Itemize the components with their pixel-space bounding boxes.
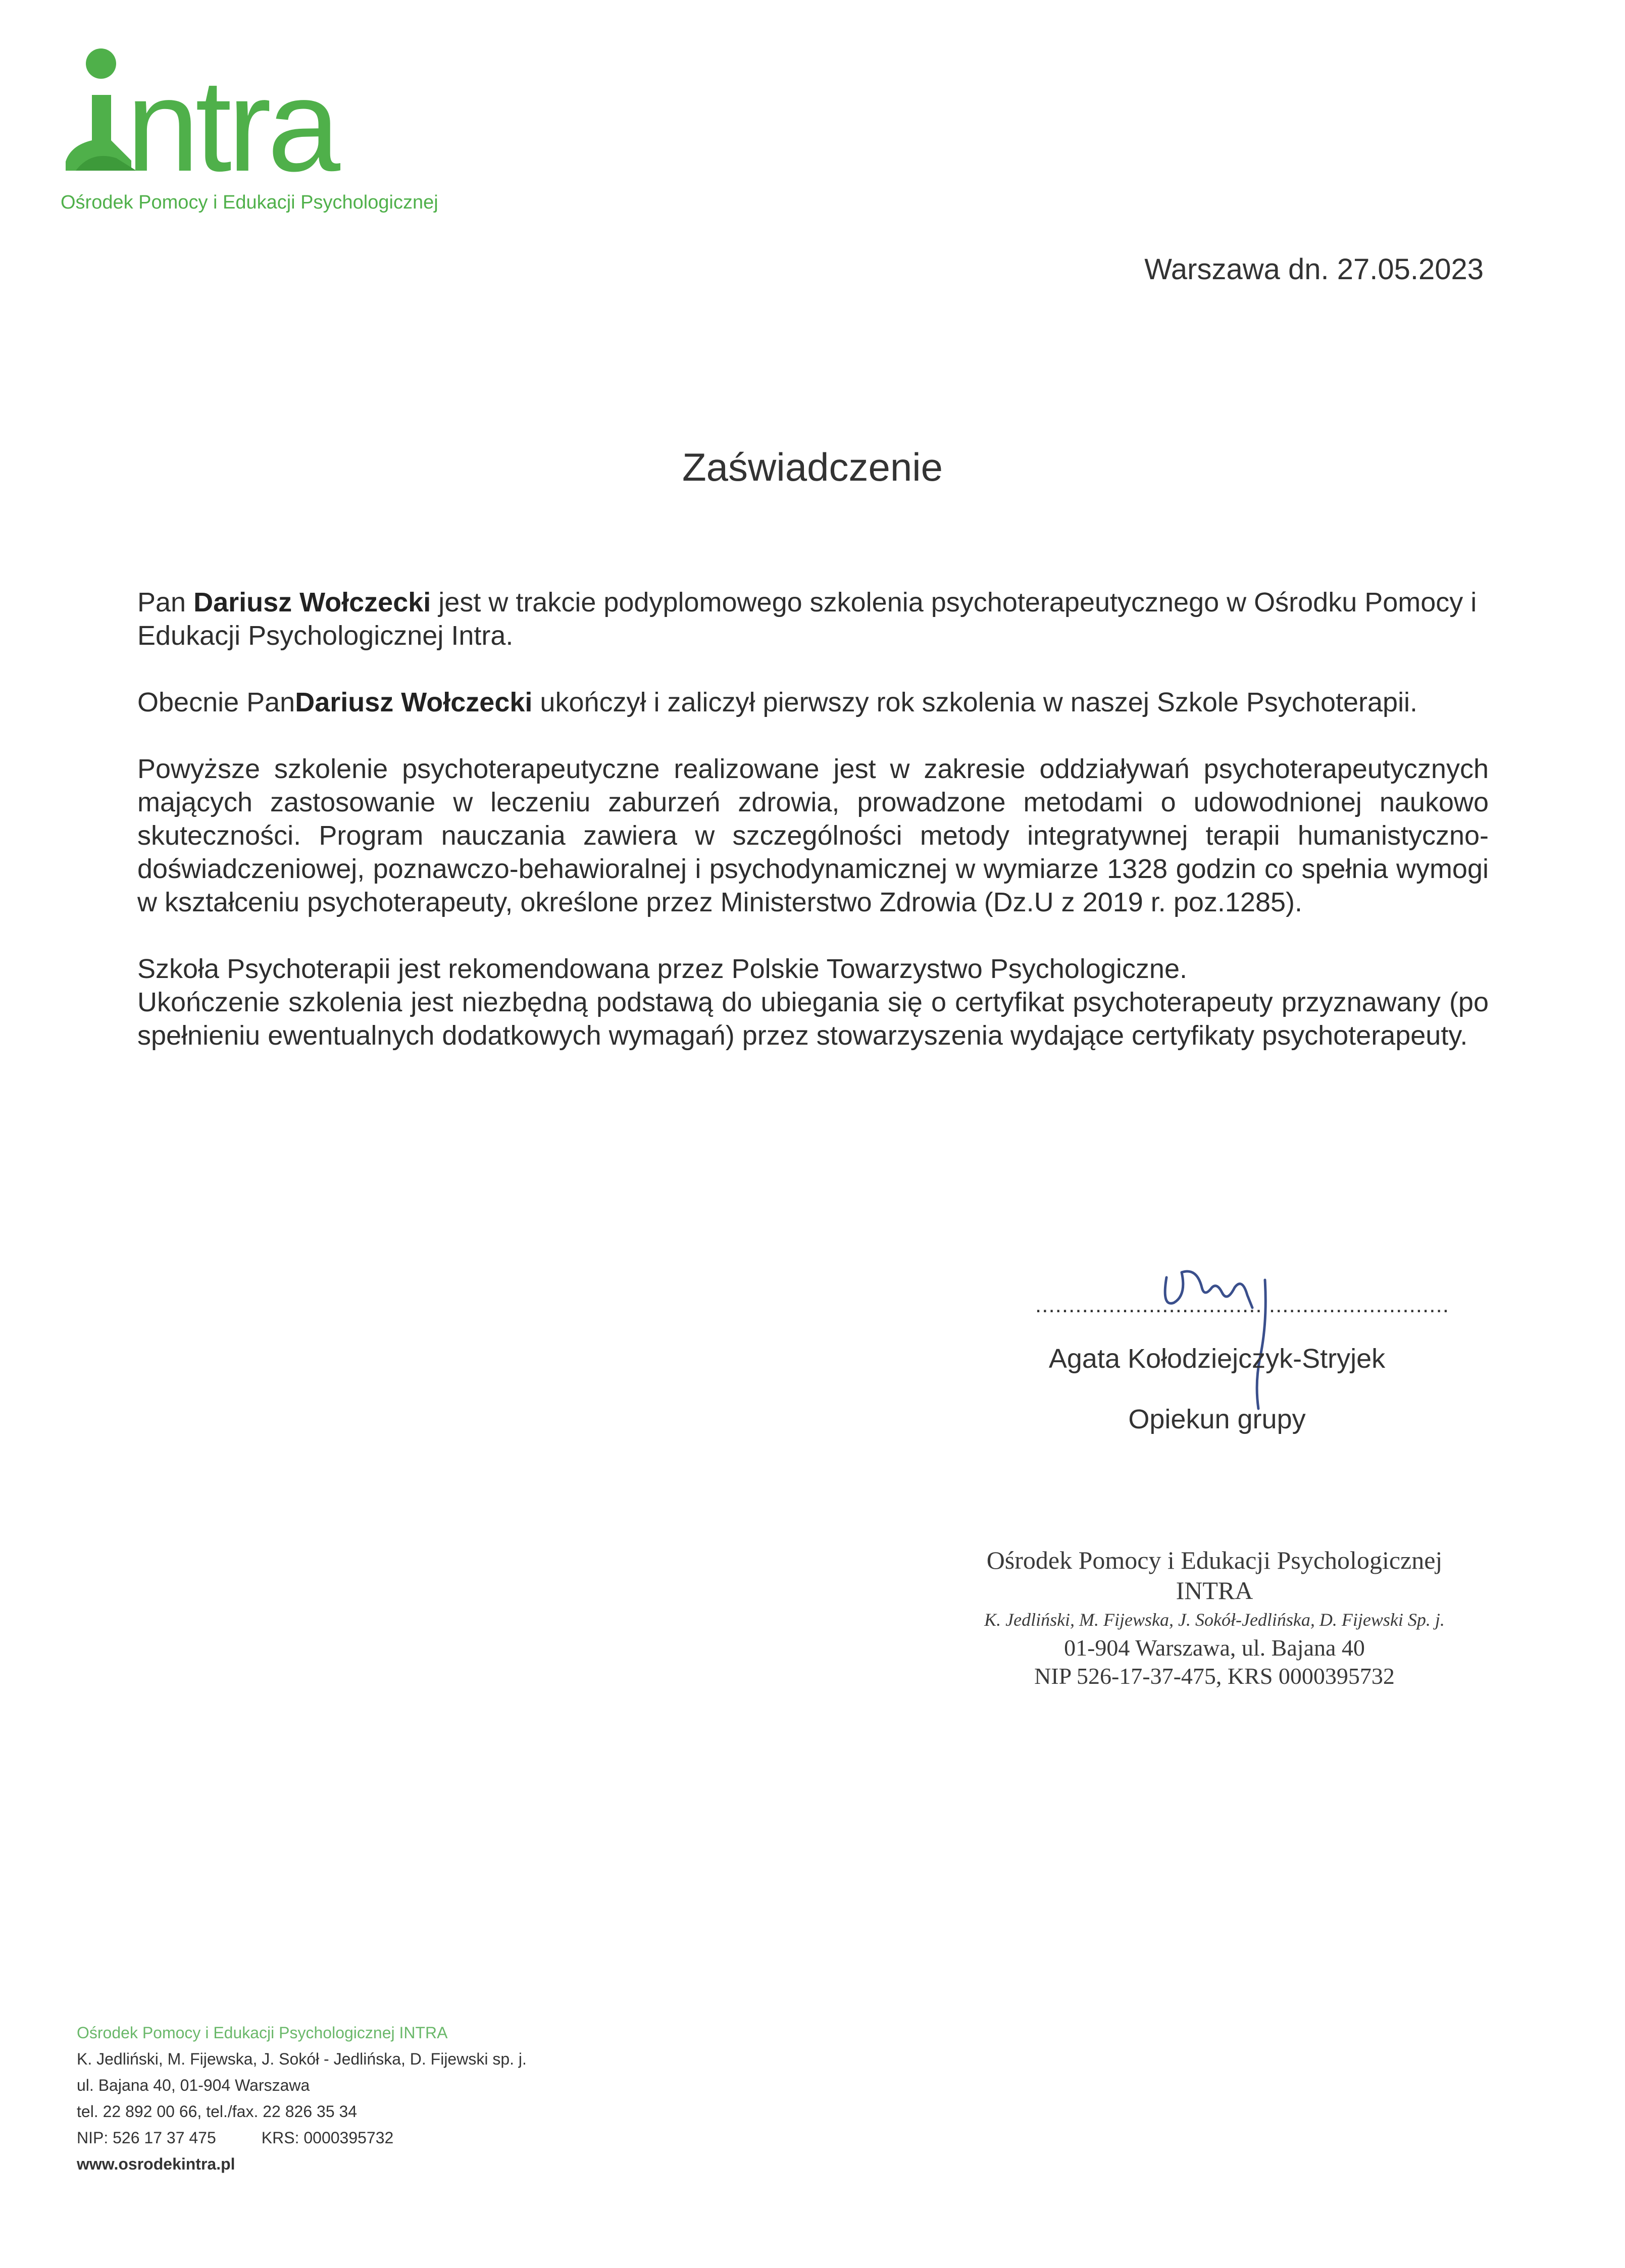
p2-after: ukończył i zaliczył pierwszy rok szkolenia w naszej Szkole Psychoterapii. — [532, 687, 1418, 717]
document-title: Zaświadczenie — [682, 445, 943, 489]
intra-wordmark-logo — [61, 44, 454, 199]
signatory-role: Opiekun grupy — [1128, 1404, 1306, 1434]
stamp-registry: NIP 526-17-37-475, KRS 0000395732 — [1034, 1663, 1395, 1689]
student-name: Dariusz Wołczecki — [295, 687, 533, 717]
document-date: Warszawa dn. 27.05.2023 — [1144, 253, 1484, 286]
footer-registry — [77, 2125, 527, 2151]
footer-phones: tel. 22 892 00 66, tel./fax. 22 826 35 34 — [77, 2102, 358, 2121]
paragraph-2 — [137, 686, 1489, 719]
footer-nip: NIP: 526 17 37 475 — [77, 2129, 216, 2147]
p1-before: Pan — [137, 587, 194, 617]
document-body — [137, 586, 1489, 1086]
stamp-org-short: INTRA — [1176, 1576, 1253, 1605]
p2-before: Obecnie Pan — [137, 687, 295, 717]
svg-text:ntra: ntra — [126, 53, 337, 199]
p1-after: jest w trakcie podyplomowego szkolenia psychoterapeutycznego w Ośrodku Pomocy i Edukacji Psychologicznej Intra. — [137, 587, 1477, 651]
handwritten-signature — [1146, 1247, 1308, 1414]
intra-logo — [61, 44, 454, 213]
footer-org: Ośrodek Pomocy i Edukacji Psychologicznej INTRA — [77, 2024, 448, 2042]
student-name: Dariusz Wołczecki — [193, 587, 431, 617]
company-stamp — [949, 1545, 1480, 1690]
signatory-name: Agata Kołodziejczyk-Stryjek — [1048, 1344, 1386, 1374]
paragraph-1 — [137, 586, 1489, 652]
stamp-address: 01-904 Warszawa, ul. Bajana 40 — [1064, 1635, 1365, 1661]
footer-address: ul. Bajana 40, 01-904 Warszawa — [77, 2076, 310, 2094]
stamp-org-name: Ośrodek Pomocy i Edukacji Psychologicznej — [986, 1546, 1443, 1574]
logo-tagline: Ośrodek Pomocy i Edukacji Psychologicznej — [61, 192, 438, 213]
footer-website-link[interactable]: www.osrodekintra.pl — [77, 2155, 235, 2173]
paragraph-3: Powyższe szkolenie psychoterapeutyczne realizowane jest w zakresie oddziaływań psychoterapeutycznych mających zastosowanie w leczeniu zaburzeń zdrowia, prowadzone metodami o udowodnionej naukowo skuteczności. Program nauczania zawiera w szczególności metody integratywnej terapii humanistyczno-doświadczeniowej, poznawczo-behawioralnej i psychodynamicznej w wymiarze 1328 godzin co spełnia wymogi w kształceniu psychoterapeuty, określone przez Ministerstwo Zdrowia (Dz.U z 2019 r. poz.1285). — [137, 754, 1489, 917]
stamp-partners: K. Jedliński, M. Fijewska, J. Sokół-Jedlińska, D. Fijewski Sp. j. — [984, 1610, 1445, 1630]
letterhead-footer — [77, 2020, 527, 2177]
paragraph-5: Ukończenie szkolenia jest niezbędną podstawą do ubiegania się o certyfikat psychoterapeuty przyznawany (po spełnieniu ewentualnych dodatkowych wymagań) przez stowarzyszenia wydające certyfikaty psychoterapeuty. — [137, 987, 1489, 1051]
signature-line: .............................................................. — [1035, 1293, 1449, 1317]
footer-partners: K. Jedliński, M. Fijewska, J. Sokół - Jedlińska, D. Fijewski sp. j. — [77, 2050, 527, 2068]
paragraph-4: Szkoła Psychoterapii jest rekomendowana przez Polskie Towarzystwo Psychologiczne. — [137, 954, 1187, 984]
footer-krs: KRS: 0000395732 — [261, 2129, 394, 2147]
